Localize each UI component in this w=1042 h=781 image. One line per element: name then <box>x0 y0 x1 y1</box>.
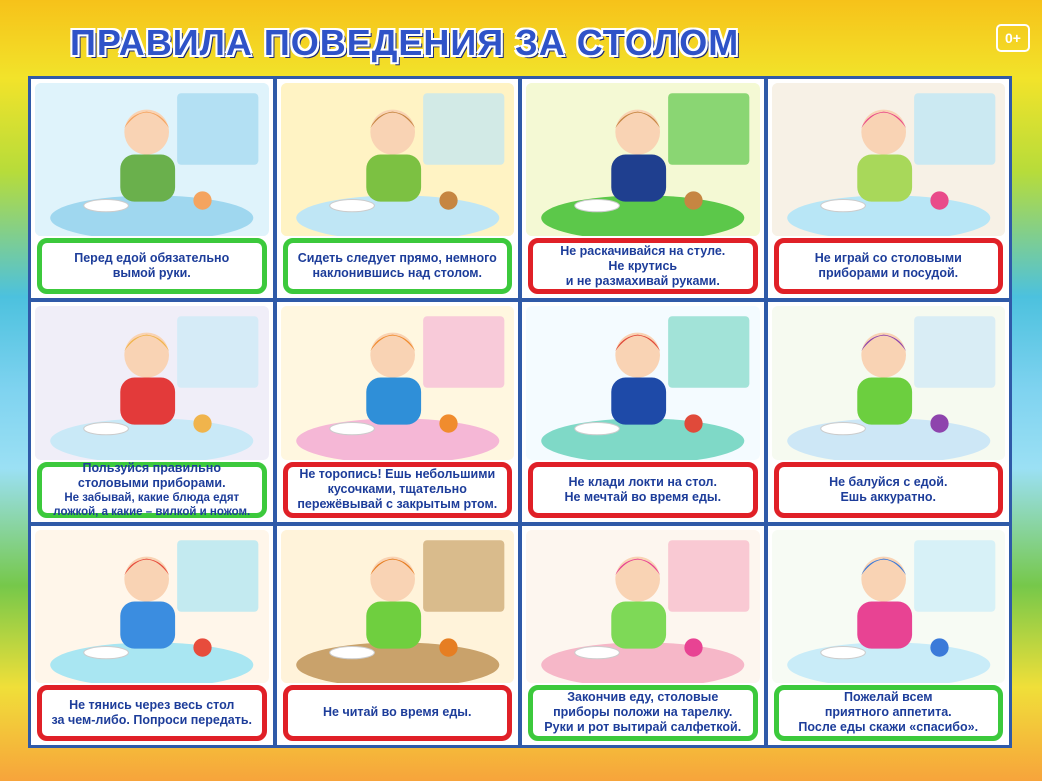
caption-line: После еды скажи «спасибо». <box>798 720 979 735</box>
caption-line: пережёвывай с закрытым ртом. <box>297 497 498 512</box>
caption-line: приятного аппетита. <box>824 705 952 720</box>
publisher-imprint <box>760 20 910 76</box>
rule-card <box>522 79 764 298</box>
caption-line: Не торопись! Ешь небольшими <box>299 467 496 482</box>
illustration-reaching-across <box>35 530 269 683</box>
caption-line: Не балуйся с едой. <box>829 474 948 489</box>
caption-line: приборы положи на тарелку. <box>553 705 733 720</box>
caption-line: и не размахивай руками. <box>565 273 720 288</box>
caption-note-line: ложкой, а какие – вилкой и ножом. <box>53 505 251 518</box>
caption-line: Не мечтай во время еды. <box>564 489 722 504</box>
rule-card <box>277 526 519 745</box>
illustration-playing-with-food <box>772 306 1006 459</box>
caption-line: столовыми приборами. <box>77 475 226 490</box>
caption-line: Пользуйся правильно <box>82 460 221 475</box>
caption-line: кусочками, тщательно <box>327 482 467 497</box>
caption-line: Перед едой обязательно <box>74 251 230 266</box>
caption-line: Ешь аккуратно. <box>840 489 937 504</box>
caption-line: наклонившись над столом. <box>312 266 483 281</box>
caption-line: Закончив еду, столовые <box>567 690 719 705</box>
illustration-sitting-straight <box>281 83 515 236</box>
rule-card <box>768 79 1010 298</box>
caption-line: Не крутись <box>608 258 678 273</box>
rule-caption <box>37 238 267 294</box>
caption-line: Не читай во время еды. <box>323 705 472 720</box>
rule-caption <box>774 685 1004 741</box>
rule-card <box>768 302 1010 521</box>
age-rating-badge: 0+ <box>996 24 1030 52</box>
illustration-washing-hands <box>35 83 269 236</box>
caption-line: Пожелай всем <box>843 690 933 705</box>
illustration-using-cutlery <box>35 306 269 459</box>
rule-caption <box>37 685 267 741</box>
caption-note-line: Не забывай, какие блюда едят <box>64 491 240 504</box>
rule-caption <box>774 462 1004 518</box>
caption-line: приборами и посудой. <box>818 266 959 281</box>
rule-caption <box>528 238 758 294</box>
caption-line: Не играй со столовыми <box>814 251 962 266</box>
rule-card <box>31 302 273 521</box>
rule-caption <box>528 685 758 741</box>
illustration-rocking-chair <box>526 83 760 236</box>
page-title: ПРАВИЛА ПОВЕДЕНИЯ ЗА СТОЛОМ <box>70 22 740 63</box>
rule-caption <box>774 238 1004 294</box>
illustration-reading-at-table <box>281 530 515 683</box>
rule-card <box>522 302 764 521</box>
illustration-playing-with-plate <box>772 83 1006 236</box>
illustration-napkin <box>526 530 760 683</box>
rule-card <box>31 79 273 298</box>
caption-line: Не раскачивайся на стуле. <box>560 243 726 258</box>
rule-card <box>522 526 764 745</box>
rule-caption <box>528 462 758 518</box>
caption-line: вымой руки. <box>112 266 191 281</box>
rule-card <box>277 302 519 521</box>
rule-caption <box>283 685 513 741</box>
illustration-elbows-on-table <box>526 306 760 459</box>
credits <box>910 22 990 52</box>
rules-grid <box>28 76 1012 748</box>
caption-line: Не клади локти на стол. <box>568 474 717 489</box>
caption-line: Руки и рот вытирай салфеткой. <box>544 720 742 735</box>
rule-card <box>768 526 1010 745</box>
caption-line: Сидеть следует прямо, немного <box>297 251 497 266</box>
illustration-bon-appetit <box>772 530 1006 683</box>
caption-line: Не тянись через весь стол <box>69 697 235 712</box>
rule-card <box>277 79 519 298</box>
rule-caption <box>283 462 513 518</box>
rule-caption <box>37 462 267 518</box>
rule-card <box>31 526 273 745</box>
rule-caption <box>283 238 513 294</box>
illustration-eating-fast <box>281 306 515 459</box>
caption-line: за чем-либо. Попроси передать. <box>51 712 252 727</box>
